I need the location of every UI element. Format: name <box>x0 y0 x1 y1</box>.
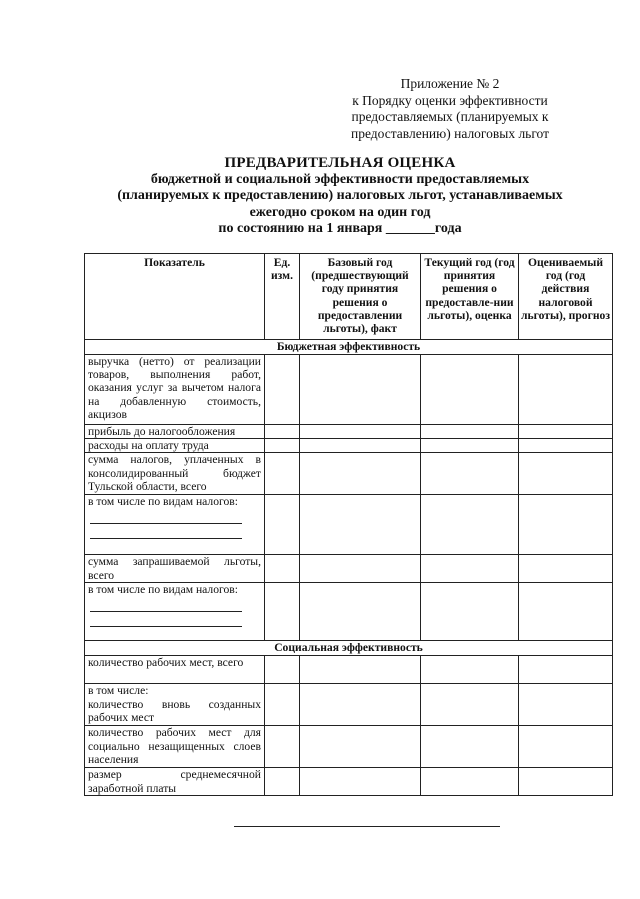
cell[interactable] <box>300 439 421 453</box>
blank-line <box>90 509 242 524</box>
cell[interactable] <box>265 768 300 796</box>
table-row <box>85 726 613 768</box>
cell[interactable] <box>265 583 300 641</box>
table-row <box>85 684 613 726</box>
cell[interactable] <box>265 684 300 726</box>
document-title <box>60 155 620 238</box>
cell[interactable] <box>519 583 613 641</box>
row-label: сумма запрашиваемой льготы, всего <box>85 555 265 583</box>
table-row <box>85 425 613 439</box>
appendix-line: к Порядку оценки эффективности <box>352 92 548 108</box>
cell[interactable] <box>421 453 519 495</box>
cell[interactable] <box>300 583 421 641</box>
row-label: в том числе по видам налогов: <box>88 583 238 597</box>
cell[interactable] <box>300 656 421 684</box>
cell[interactable] <box>519 425 613 439</box>
row-label: количество рабочих мест для социально незащищенных слоев населения <box>85 726 265 768</box>
row-label-with-blanks <box>85 495 265 555</box>
blank-line <box>90 597 242 612</box>
cell[interactable] <box>519 684 613 726</box>
title-line: ежегодно сроком на один год <box>249 204 431 220</box>
title-line: (планируемых к предоставлению) налоговых льгот, устанавливаемых <box>117 188 563 203</box>
table-row <box>85 439 613 453</box>
row-label: прибыль до налогообложения <box>85 425 265 439</box>
cell[interactable] <box>265 555 300 583</box>
row-label: в том числе: <box>88 684 149 698</box>
title-date-line: по состоянию на 1 января _______года <box>218 221 462 236</box>
cell[interactable] <box>519 495 613 555</box>
title-main: ПРЕДВАРИТЕЛЬНАЯ ОЦЕНКА <box>224 155 456 171</box>
row-label: количество рабочих мест, всего <box>85 656 265 684</box>
table-row <box>85 656 613 684</box>
blank-line <box>90 524 242 539</box>
appendix-title: Приложение № 2 <box>400 76 500 91</box>
table-row <box>85 355 613 425</box>
cell[interactable] <box>519 726 613 768</box>
cell[interactable] <box>519 768 613 796</box>
cell[interactable] <box>421 768 519 796</box>
cell[interactable] <box>300 684 421 726</box>
section-title: Социальная эффективность <box>85 641 613 656</box>
header-base-year: Базовый год (предшествующий году принятия решения о предоставлении льготы), факт <box>300 254 421 340</box>
table-row <box>85 555 613 583</box>
row-label-group <box>85 684 265 726</box>
cell[interactable] <box>300 726 421 768</box>
cell[interactable] <box>300 355 421 425</box>
header-current-year: Текущий год (год принятия решения о предоставле-нии льготы), оценка <box>421 254 519 340</box>
cell[interactable] <box>265 439 300 453</box>
cell[interactable] <box>300 495 421 555</box>
header-forecast-year: Оцениваемый год (год действия налоговой льготы), прогноз <box>519 254 613 340</box>
cell[interactable] <box>300 768 421 796</box>
cell[interactable] <box>265 425 300 439</box>
row-label: сумма налогов, уплаченных в консолидированный бюджет Тульской области, всего <box>85 453 265 495</box>
header-indicator: Показатель <box>85 254 265 340</box>
cell[interactable] <box>519 656 613 684</box>
row-label: в том числе по видам налогов: <box>88 495 238 509</box>
cell[interactable] <box>265 656 300 684</box>
table-row <box>85 453 613 495</box>
cell[interactable] <box>519 453 613 495</box>
table-row <box>85 768 613 796</box>
appendix-note <box>330 76 570 142</box>
header-unit: Ед. изм. <box>265 254 300 340</box>
cell[interactable] <box>421 425 519 439</box>
cell[interactable] <box>265 726 300 768</box>
title-line: бюджетной и социальной эффективности предоставляемых <box>150 171 530 187</box>
table-row <box>85 495 613 555</box>
cell[interactable] <box>421 495 519 555</box>
table-header-row <box>85 254 613 340</box>
row-label: выручка (нетто) от реализации товаров, выполнения работ, оказания услуг за вычетом налога на добавленную стоимость, акцизов <box>85 355 265 425</box>
cell[interactable] <box>421 684 519 726</box>
cell[interactable] <box>300 555 421 583</box>
cell[interactable] <box>519 355 613 425</box>
row-label: расходы на оплату труда <box>85 439 265 453</box>
appendix-line: предоставлению) налоговых льгот <box>350 125 550 141</box>
cell[interactable] <box>421 355 519 425</box>
row-label-with-blanks <box>85 583 265 641</box>
blank-line <box>90 612 242 627</box>
cell[interactable] <box>265 453 300 495</box>
section-row-social <box>85 641 613 656</box>
assessment-table <box>84 253 613 796</box>
cell[interactable] <box>421 583 519 641</box>
cell[interactable] <box>421 726 519 768</box>
row-label: размер среднемесячной заработной платы <box>85 768 265 796</box>
cell[interactable] <box>519 439 613 453</box>
appendix-line: предоставляемых (планируемых к <box>351 109 549 124</box>
cell[interactable] <box>300 425 421 439</box>
cell[interactable] <box>265 355 300 425</box>
section-row-budget <box>85 340 613 355</box>
cell[interactable] <box>421 555 519 583</box>
row-label: количество вновь созданных рабочих мест <box>88 697 261 724</box>
cell[interactable] <box>300 453 421 495</box>
cell[interactable] <box>421 439 519 453</box>
cell[interactable] <box>265 495 300 555</box>
cell[interactable] <box>519 555 613 583</box>
cell[interactable] <box>421 656 519 684</box>
footer-divider <box>234 826 500 827</box>
table-row <box>85 583 613 641</box>
section-title: Бюджетная эффективность <box>85 340 613 355</box>
